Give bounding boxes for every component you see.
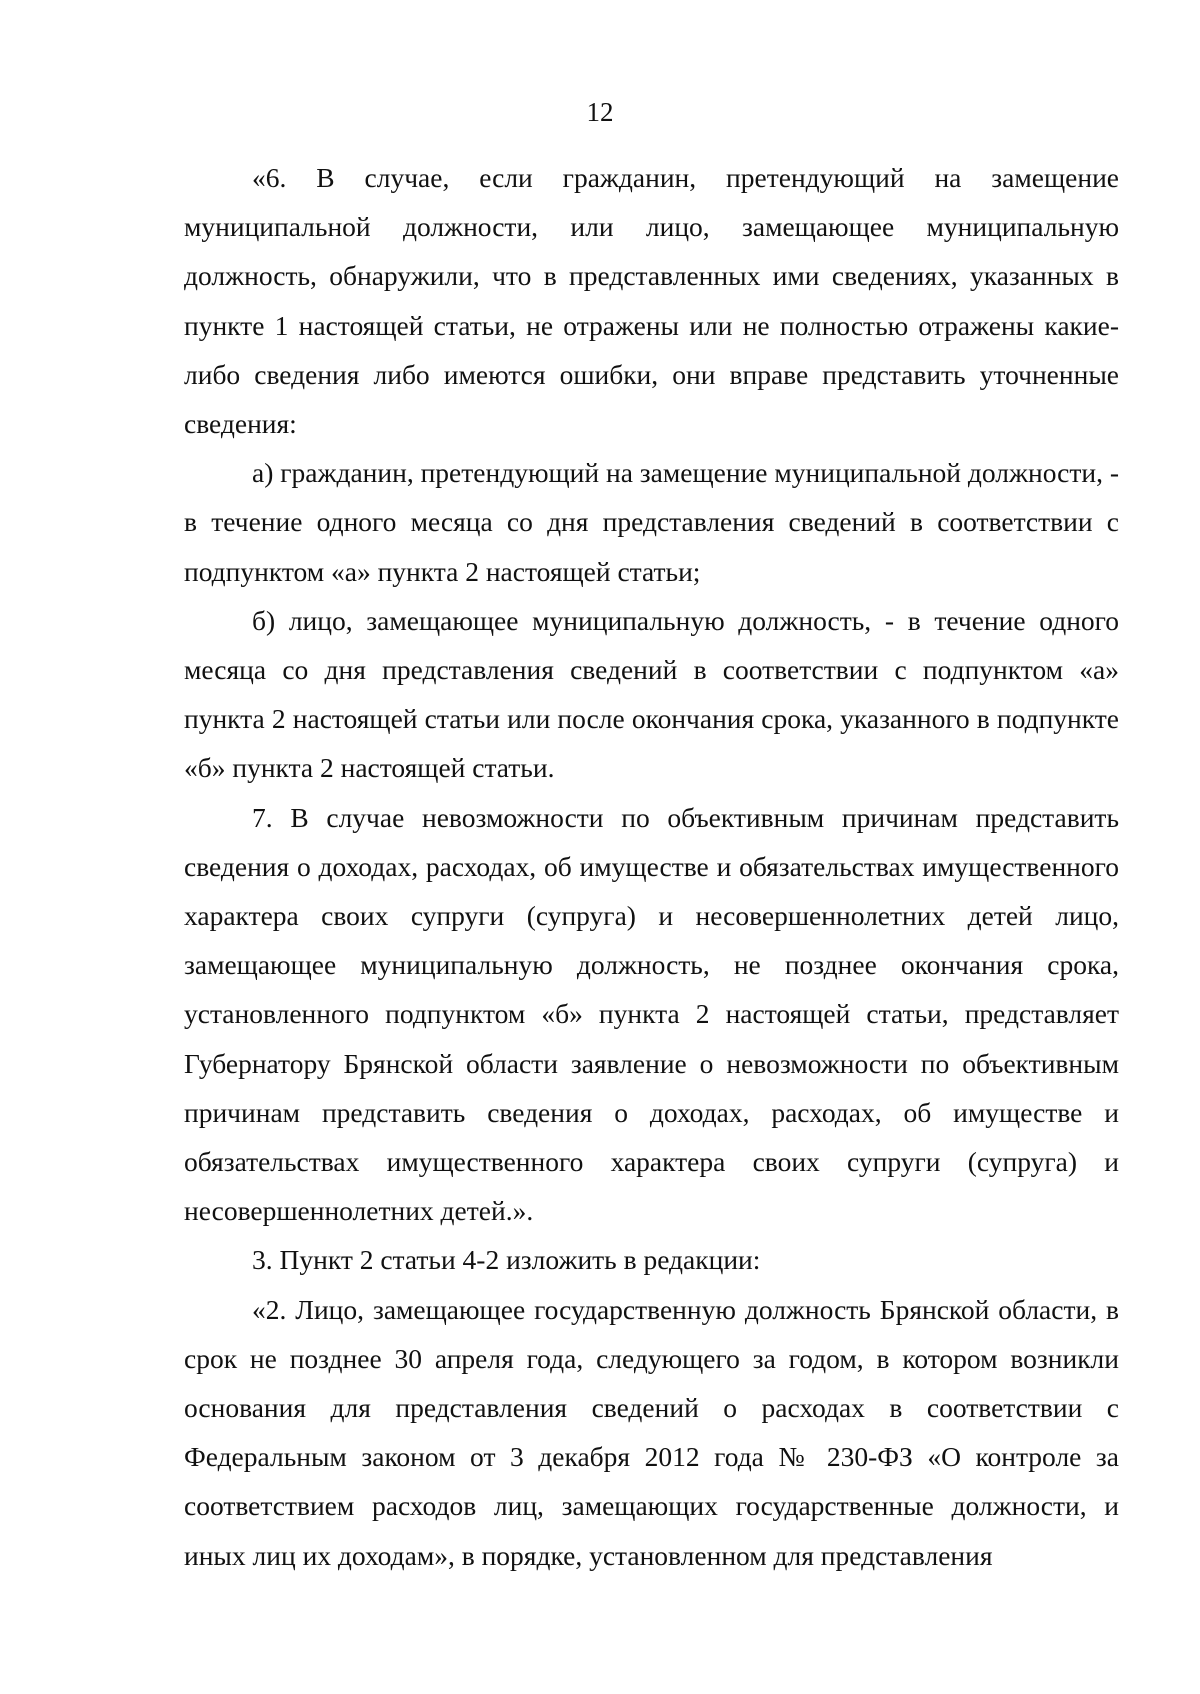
document-body [184, 153, 1119, 1580]
page-number: 12 [586, 97, 614, 127]
paragraph-clause-6: «6. В случае, если гражданин, претендующий на замещение муниципальной должности, или лицо, замещающее муниципальную должность, обнаружили, что в представленных ими сведениях, указанных в пункте 1 настоящей статьи, не отражены или не полностью отражены какие-либо сведения либо имеются ошибки, они вправе представить уточненные сведения: [184, 162, 1119, 440]
paragraph-clause-7: 7. В случае невозможности по объективным причинам представить сведения о доходах, расходах, об имуществе и обязательствах имущественного характера своих супруги (супруга) и несовершеннолетних детей лицо, замещающее муниципальную должность, не позднее окончания срока, установленного подпунктом «б» пункта 2 настоящей статьи, представляет Губернатору Брянской области заявление о невозможности по объективным причинам представить сведения о доходах, расходах, об имуществе и обязательствах имущественного характера своих супруги (супруга) и несовершеннолетних детей.». [184, 801, 1119, 1227]
paragraph-clause-2: «2. Лицо, замещающее государственную должность Брянской области, в срок не позднее 30 апреля года, следующего за годом, в котором возникли основания для представления сведений о расходах в соответствии с Федеральным законом от 3 декабря 2012 года № 230-ФЗ «О контроле за соответствием расходов лиц, замещающих государственные должности, и иных лиц их доходам», в порядке, установленном для представления [184, 1293, 1119, 1571]
paragraph-item-3: 3. Пункт 2 статьи 4-2 изложить в редакции: [252, 1244, 761, 1276]
paragraph-subclause-b: б) лицо, замещающее муниципальную должность, - в течение одного месяца со дня представления сведений в соответствии с подпунктом «а» пункта 2 настоящей статьи или после окончания срока, указанного в подпункте «б» пункта 2 настоящей статьи. [184, 604, 1119, 784]
paragraph-subclause-a: а) гражданин, претендующий на замещение муниципальной должности, - в течение одного месяца со дня представления сведений в соответствии с подпунктом «а» пункта 2 настоящей статьи; [184, 457, 1119, 587]
